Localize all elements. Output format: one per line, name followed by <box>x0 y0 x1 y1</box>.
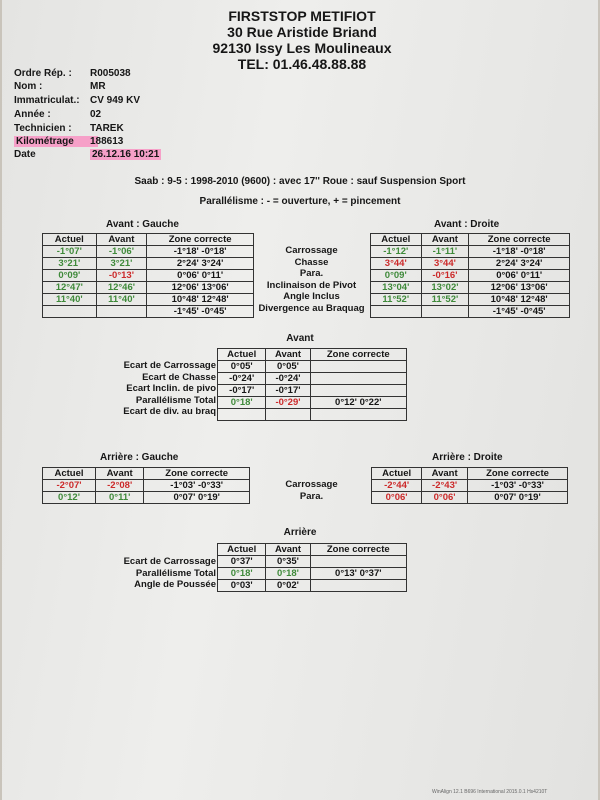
actual-value: -1°07' <box>43 246 97 258</box>
table-row <box>371 282 570 294</box>
info-label: Date <box>14 149 36 160</box>
company-city: 92130 Issy Les Moulineaux <box>212 40 392 56</box>
table-row <box>218 580 407 592</box>
zone-value: 2°24' 3°24' <box>469 258 570 270</box>
software-footer: WinAlign 12.1 B696 International 2015.0.1 Hs4210T <box>432 789 548 795</box>
zone-value: 10°48' 12°48' <box>469 294 570 306</box>
col-header-zone: Zone correcte <box>144 468 250 480</box>
zone-value: -1°18' -0°18' <box>147 246 254 258</box>
actual-value: -2°44' <box>372 480 422 492</box>
measure-label: Angle Inclus <box>283 291 340 302</box>
table-header-row <box>371 234 570 246</box>
measure-label: Inclinaison de Pivot <box>266 279 357 291</box>
table-row <box>371 258 570 270</box>
col-header-before: Avant <box>96 468 144 480</box>
col-header-actual: Actuel <box>372 468 422 480</box>
front-axle-labels <box>64 360 216 418</box>
before-value: 12°46' <box>96 282 147 294</box>
measure-label: Carrossage <box>285 479 338 490</box>
zone-value: 12°06' 13°06' <box>147 282 254 294</box>
table-row <box>43 480 250 492</box>
measure-label: Parallélisme Total <box>135 567 216 579</box>
table-row <box>43 270 254 282</box>
company-name: FIRSTSTOP METIFIOT <box>228 8 376 24</box>
col-header-actual: Actuel <box>218 349 266 361</box>
actual-value: 0°09' <box>371 270 422 282</box>
table-row <box>43 306 254 318</box>
company-street: 30 Rue Aristide Briand <box>227 24 377 40</box>
actual-value: 11°40' <box>43 294 97 306</box>
info-value: TAREK <box>90 123 124 134</box>
zone-value <box>310 361 406 373</box>
table-row <box>371 306 570 318</box>
info-value: 02 <box>90 109 102 120</box>
before-value: 0°35' <box>266 556 310 568</box>
actual-value: 11°52' <box>371 294 422 306</box>
zone-value: -1°03' -0°33' <box>467 480 567 492</box>
vehicle-spec: Saab : 9-5 : 1998-2010 (9600) : avec 17'' Roue : sauf Suspension Sport <box>134 176 466 187</box>
before-value <box>421 306 469 318</box>
table-header-row <box>43 468 250 480</box>
table-row <box>43 258 254 270</box>
zone-value <box>310 373 406 385</box>
rear-right-table <box>371 467 568 504</box>
table-header-row <box>218 349 407 361</box>
col-header-actual: Actuel <box>43 234 97 246</box>
front-axle-table <box>217 348 407 421</box>
rear-right-title: Arrière : Droite <box>432 452 503 463</box>
before-value: -0°24' <box>266 373 310 385</box>
table-row <box>218 568 407 580</box>
col-header-zone: Zone correcte <box>147 234 254 246</box>
col-header-zone: Zone correcte <box>469 234 570 246</box>
actual-value <box>43 306 97 318</box>
table-row <box>371 246 570 258</box>
col-header-before: Avant <box>422 468 468 480</box>
zone-value <box>310 556 406 568</box>
zone-value: 0°12' 0°22' <box>310 397 406 409</box>
before-value: -1°06' <box>96 246 147 258</box>
table-row <box>43 294 254 306</box>
info-label: Kilométrage <box>14 136 98 147</box>
table-row <box>43 492 250 504</box>
measure-label: Para. <box>299 490 324 502</box>
col-header-zone: Zone correcte <box>467 468 567 480</box>
info-value: MR <box>90 81 106 92</box>
parallelism-note: Parallélisme : - = ouverture, + = pincement <box>199 196 401 207</box>
measure-label: Angle de Poussée <box>134 579 216 590</box>
rear-axle-table <box>217 543 407 592</box>
actual-value: 0°09' <box>43 270 97 282</box>
actual-value: 0°18' <box>218 568 266 580</box>
table-row <box>218 397 407 409</box>
measure-label: Para. <box>299 268 324 279</box>
measure-label: Ecart de Carrossage <box>123 360 216 371</box>
before-value: 0°18' <box>266 568 310 580</box>
zone-value: 0°06' 0°11' <box>469 270 570 282</box>
actual-value: 12°47' <box>43 282 97 294</box>
before-value: 3°44' <box>421 258 469 270</box>
before-value: -2°43' <box>422 480 468 492</box>
alignment-report-sheet <box>2 0 598 800</box>
info-value: 26.12.16 10:21 <box>92 149 160 160</box>
measure-label: Ecart Inclin. de pivo <box>126 383 216 394</box>
before-value: -0°13' <box>96 270 147 282</box>
table-row <box>372 492 568 504</box>
zone-value <box>310 580 406 592</box>
col-header-before: Avant <box>266 544 310 556</box>
actual-value: 0°05' <box>218 361 266 373</box>
table-row <box>218 385 407 397</box>
col-header-before: Avant <box>96 234 147 246</box>
rear-axle-labels <box>64 556 216 591</box>
actual-value: -2°07' <box>43 480 96 492</box>
measure-label: Parallélisme Total <box>135 394 216 406</box>
col-header-actual: Actuel <box>218 544 266 556</box>
zone-value: 0°06' 0°11' <box>147 270 254 282</box>
actual-value: 0°12' <box>43 492 96 504</box>
before-value <box>266 409 310 421</box>
before-value: 11°52' <box>421 294 469 306</box>
table-header-row <box>43 234 254 246</box>
table-header-row <box>218 544 407 556</box>
col-header-actual: Actuel <box>43 468 96 480</box>
actual-value: 0°18' <box>218 397 266 409</box>
before-value: 0°06' <box>422 492 468 504</box>
table-header-row <box>372 468 568 480</box>
info-label: Ordre Rép. : <box>14 68 72 79</box>
front-left-table <box>42 233 254 318</box>
before-value: 13°02' <box>421 282 469 294</box>
front-axle-title: Avant <box>286 333 314 344</box>
info-value: R005038 <box>90 68 131 79</box>
before-value: 0°05' <box>266 361 310 373</box>
rear-axle-title: Arrière <box>283 527 317 538</box>
zone-value: -1°18' -0°18' <box>469 246 570 258</box>
before-value: -0°17' <box>266 385 310 397</box>
zone-value: 2°24' 3°24' <box>147 258 254 270</box>
before-value: 0°02' <box>266 580 310 592</box>
info-value: CV 949 KV <box>90 95 141 106</box>
actual-value: 0°06' <box>372 492 422 504</box>
col-header-before: Avant <box>266 349 310 361</box>
table-row <box>43 282 254 294</box>
info-label: Immatriculat.: <box>14 95 80 106</box>
before-value: 0°11' <box>96 492 144 504</box>
measure-label: Divergence au Braquag <box>258 302 365 314</box>
table-row <box>218 556 407 568</box>
table-row <box>371 294 570 306</box>
front-right-table <box>370 233 570 318</box>
info-label: Année : <box>14 109 51 120</box>
zone-value: -1°03' -0°33' <box>144 480 250 492</box>
col-header-before: Avant <box>421 234 469 246</box>
actual-value: 3°44' <box>371 258 422 270</box>
measure-label: Ecart de Carrossage <box>123 556 216 567</box>
measure-label: Ecart de Chasse <box>142 371 216 383</box>
info-label: Nom : <box>14 81 43 92</box>
before-value: -0°29' <box>266 397 310 409</box>
front-right-title: Avant : Droite <box>434 219 500 230</box>
zone-value: -1°45' -0°45' <box>469 306 570 318</box>
col-header-zone: Zone correcte <box>310 544 406 556</box>
before-value: -0°16' <box>421 270 469 282</box>
front-left-title: Avant : Gauche <box>106 219 179 230</box>
zone-value: 12°06' 13°06' <box>469 282 570 294</box>
actual-value: 0°37' <box>218 556 266 568</box>
table-row <box>43 246 254 258</box>
zone-value: 0°13' 0°37' <box>310 568 406 580</box>
actual-value: 0°03' <box>218 580 266 592</box>
actual-value: -0°24' <box>218 373 266 385</box>
actual-value <box>218 409 266 421</box>
zone-value: 0°07' 0°19' <box>144 492 250 504</box>
before-value: -1°11' <box>421 246 469 258</box>
before-value <box>96 306 147 318</box>
rear-measure-labels <box>254 479 369 502</box>
zone-value: 0°07' 0°19' <box>467 492 567 504</box>
zone-value <box>310 409 406 421</box>
rear-left-title: Arrière : Gauche <box>100 452 179 463</box>
actual-value: -0°17' <box>218 385 266 397</box>
table-row <box>372 480 568 492</box>
zone-value: -1°45' -0°45' <box>147 306 254 318</box>
actual-value <box>371 306 422 318</box>
actual-value: -1°12' <box>371 246 422 258</box>
company-phone: TEL: 01.46.48.88.88 <box>237 56 367 72</box>
info-label: Technicien : <box>14 123 72 134</box>
col-header-actual: Actuel <box>371 234 422 246</box>
measure-label: Ecart de div. au braq <box>123 406 216 417</box>
table-row <box>371 270 570 282</box>
front-measure-labels <box>254 245 369 314</box>
info-value: 188613 <box>90 136 124 147</box>
actual-value: 3°21' <box>43 258 97 270</box>
actual-value: 13°04' <box>371 282 422 294</box>
rear-left-table <box>42 467 250 504</box>
vehicle-info <box>2 68 202 168</box>
before-value: 3°21' <box>96 258 147 270</box>
before-value: -2°08' <box>96 480 144 492</box>
measure-label: Carrossage <box>285 245 338 256</box>
table-row <box>218 409 407 421</box>
measure-label: Chasse <box>294 256 329 268</box>
zone-value: 10°48' 12°48' <box>147 294 254 306</box>
table-row <box>218 373 407 385</box>
zone-value <box>310 385 406 397</box>
before-value: 11°40' <box>96 294 147 306</box>
col-header-zone: Zone correcte <box>310 349 406 361</box>
table-row <box>218 361 407 373</box>
